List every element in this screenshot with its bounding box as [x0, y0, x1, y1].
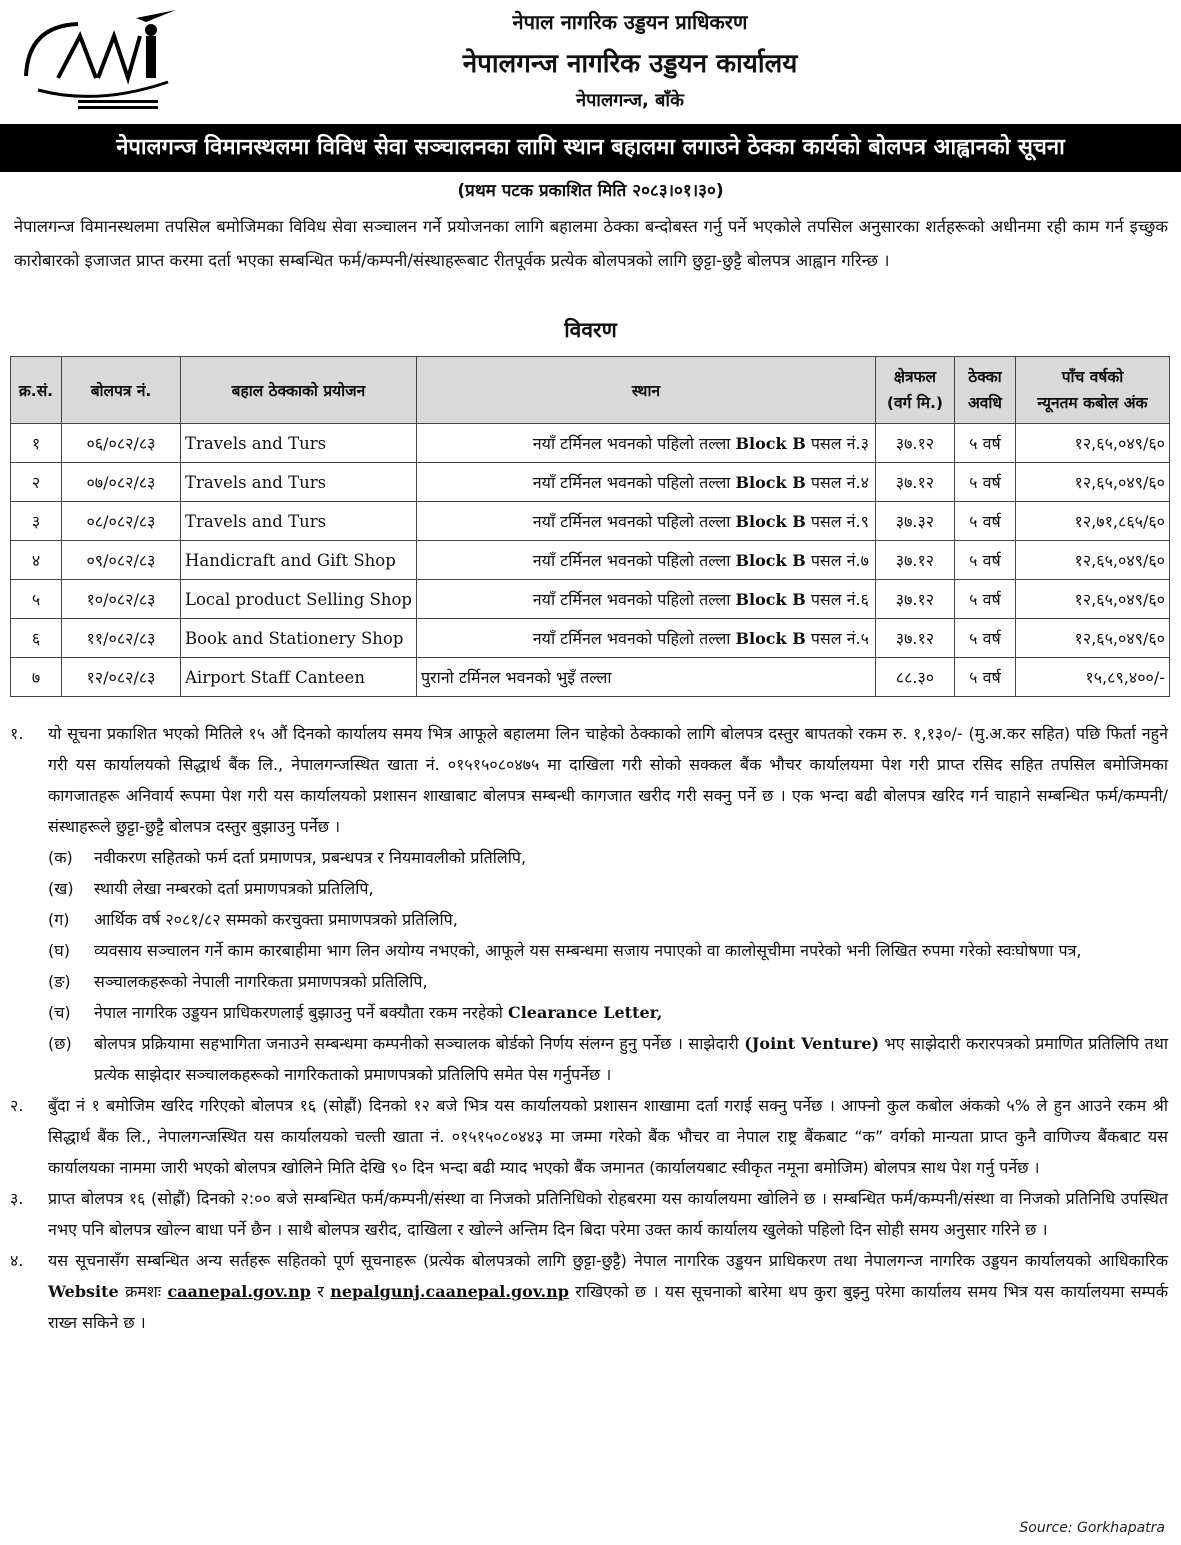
cell-purpose: Book and Stationery Shop — [181, 619, 417, 658]
cell-location: नयाँ टर्मिनल भवनको पहिलो तल्ला Block B पसल नं.७ — [416, 541, 875, 580]
cell-min-bid: १२,६५,०४९/६० — [1015, 541, 1169, 580]
cell-area: ३७.३२ — [875, 502, 954, 541]
cell-location: नयाँ टर्मिनल भवनको पहिलो तल्ला Block B पसल नं.९ — [416, 502, 875, 541]
cell-bid-no: ०७/०८२/८३ — [62, 463, 181, 502]
notice-header — [0, 0, 1181, 122]
cell-sn: ४ — [11, 541, 62, 580]
cell-min-bid: १२,६५,०४९/६० — [1015, 424, 1169, 463]
condition-1-sub-item: (ङ) सञ्चालकहरूको नेपाली नागरिकता प्रमाणपत्रको प्रतिलिपि, — [48, 972, 428, 991]
condition-1: १. यो सूचना प्रकाशित भएको मितिले १५ औं दिनको कार्यालय समय भित्र आफूले बहालमा लिन चाहेको ठेक्काको लागि बोलपत्र दस्तुर बापतको रकम रु. १,१३०/- (मु.अ.कर सहित) पछि फिर्ता नहुने गरी यस कार्यालयको सिद्धार्थ बैंक लि., नेपालगन्जस्थित खाता नं. ०१५१५०८०४७५ मा दाखिला गरी सोको सक्कल बैंक भौचर कार्यालयमा पेश गरी प्राप्त रसिद सहित तपसिल बमोजिमका कागजातहरू अनिवार्य रूपमा पेश गरी यस कार्यालयको प्रशासन शाखाबाट बोलपत्र सम्बन्धी कागजात खरीद गरी सक्नु पर्ने छ । एक भन्दा बढी बोलपत्र खरिद गर्न चाहाने सम्बन्धित फर्म/कम्पनी/संस्थाहरूले छुट्टा-छुट्टै बोलपत्र दस्तुर बुझाउनु पर्नेछ । — [10, 724, 1168, 836]
org-name-2: नेपालगन्ज नागरिक उड्डयन कार्यालय — [462, 49, 798, 79]
cell-purpose: Travels and Turs — [181, 424, 417, 463]
header-location: स्थान — [416, 357, 875, 424]
cell-min-bid: १२,६५,०४९/६० — [1015, 463, 1169, 502]
condition-1-sub-item: (ग) आर्थिक वर्ष २०८१/८२ सम्मको करचुक्ता प्रमाणपत्रको प्रतिलिपि, — [48, 910, 458, 929]
cell-purpose: Airport Staff Canteen — [181, 658, 417, 697]
cell-duration: ५ वर्ष — [954, 541, 1015, 580]
condition-3: ३. प्राप्त बोलपत्र १६ (सोह्रौं) दिनको २:०० बजे सम्बन्धित फर्म/कम्पनी/संस्था वा निजको प्रतिनिधिको रोहबरमा यस कार्यालयमा खोलिने छ । सम्बन्धित फर्म/कम्पनी/संस्था वा निजको प्रतिनिधि उपस्थित नभए पनि बोलपत्र खोल्न बाधा पर्ने छैन । साथै बोलपत्र खरीद, दाखिला र खोल्ने अन्तिम दिन बिदा परेमा उक्त कार्य कार्यालय खुलेको पहिलो दिन सोही समय अनुसार गरिने छ । — [10, 1189, 1168, 1239]
cell-sn: २ — [11, 463, 62, 502]
table-row — [11, 580, 1170, 619]
table-row — [11, 463, 1170, 502]
header-duration: ठेक्का अवधि — [954, 357, 1015, 424]
cell-duration: ५ वर्ष — [954, 502, 1015, 541]
cell-area: ८८.३० — [875, 658, 954, 697]
cell-min-bid: १२,६५,०४९/६० — [1015, 619, 1169, 658]
header-min-bid: पाँच वर्षको न्यूनतम कबोल अंक — [1015, 357, 1169, 424]
table-row — [11, 424, 1170, 463]
caan-logo-icon — [18, 6, 178, 116]
condition-2: २. बुँदा नं १ बमोजिम खरिद गरिएको बोलपत्र १६ (सोह्रौं) दिनको १२ बजे भित्र यस कार्यालयको प्रशासन शाखामा दर्ता गराई सक्नु पर्नेछ । आफ्नो कुल कबोल अंकको ५% ले हुन आउने रकम श्री सिद्धार्थ बैंक लि., नेपालगन्जस्थित यस कार्यालयको चल्ती खाता नं. ०१५१५०८०४४३ मा जम्मा गरेको बैंक भौचर वा नेपाल राष्ट्र बैंकबाट “क” वर्गको मान्यता प्राप्त कुनै वाणिज्य बैंकबाट यस कार्यालयका नाममा जारी भएको बोलपत्र खोलिने मिति देखि ९० दिन भन्दा बढी म्याद भएको बैंक जमानत (कार्यालयबाट स्वीकृत नमूना बमोजिम) बोलपत्र साथ पेश गर्नु पर्नेछ । — [10, 1096, 1168, 1177]
cell-bid-no: ०८/०८२/८३ — [62, 502, 181, 541]
source-credit: Source: Gorkhapatra — [1019, 1520, 1165, 1536]
table-header-row — [11, 357, 1170, 424]
condition-1-sub-cha: (च) नेपाल नागरिक उड्डयन प्राधिकरणलाई बुझाउनु पर्ने बक्यौता रकम नरहेको Clearance Letter, — [48, 1003, 663, 1022]
org-address: नेपालगन्ज, बाँके — [576, 90, 684, 111]
cell-duration: ५ वर्ष — [954, 424, 1015, 463]
cell-duration: ५ वर्ष — [954, 658, 1015, 697]
conditions-list — [10, 718, 1168, 1338]
cell-sn: ६ — [11, 619, 62, 658]
cell-purpose: Local product Selling Shop — [181, 580, 417, 619]
cell-bid-no: ०९/०८२/८३ — [62, 541, 181, 580]
cell-sn: ७ — [11, 658, 62, 697]
table-row — [11, 658, 1170, 697]
cell-sn: ३ — [11, 502, 62, 541]
cell-location: नयाँ टर्मिनल भवनको पहिलो तल्ला Block B पसल नं.५ — [416, 619, 875, 658]
section-heading: विवरण — [564, 318, 617, 342]
table-row — [11, 502, 1170, 541]
website-link-nepalgunj[interactable]: nepalgunj.caanepal.gov.np — [330, 1282, 569, 1301]
cell-min-bid: १५,८९,४००/- — [1015, 658, 1169, 697]
notice-title-banner: नेपालगन्ज विमानस्थलमा विविध सेवा सञ्चालनका लागि स्थान बहालमा लगाउने ठेक्का कार्यको बोलपत्र आह्वानको सूचना — [0, 124, 1181, 172]
cell-duration: ५ वर्ष — [954, 463, 1015, 502]
table-row — [11, 619, 1170, 658]
condition-1-sub-item: (घ) व्यवसाय सञ्चालन गर्ने काम कारबाहीमा भाग लिन अयोग्य नभएको, आफूले यस सम्बन्धमा सजाय नपाएको वा कालोसूचीमा नपरेको भनी लिखित रुपमा गरेको स्वःघोषणा पत्र, — [48, 941, 1082, 960]
publication-date: (प्रथम पटक प्रकाशित मिति २०८३।०१।३०) — [457, 181, 724, 201]
cell-location: नयाँ टर्मिनल भवनको पहिलो तल्ला Block B पसल नं.४ — [416, 463, 875, 502]
condition-4: ४. यस सूचनासँग सम्बन्धित अन्य सर्तहरू सहितको पूर्ण सूचनाहरू (प्रत्येक बोलपत्रको लागि छुट्टा-छुट्टै) नेपाल नागरिक उड्डयन प्राधिकरण तथा नेपालगन्ज नागरिक उड्डयन कार्यालयको आधिकारिक Website क्रमशः caanepal.gov.np र nepalgunj.caanepal.gov.np राखिएको छ । यस सूचनाको बारेमा थप कुरा बुझ्नु परेमा कार्यालय समय भित्र यस कार्यालयमा सम्पर्क राख्न सकिने छ । — [10, 1251, 1169, 1332]
cell-bid-no: ०६/०८२/८३ — [62, 424, 181, 463]
cell-duration: ५ वर्ष — [954, 619, 1015, 658]
cell-area: ३७.१२ — [875, 580, 954, 619]
org-name-1: नेपाल नागरिक उड्डयन प्राधिकरण — [512, 10, 748, 34]
cell-area: ३७.१२ — [875, 463, 954, 502]
cell-min-bid: १२,६५,०४९/६० — [1015, 580, 1169, 619]
cell-duration: ५ वर्ष — [954, 580, 1015, 619]
condition-1-sub-item: (ख) स्थायी लेखा नम्बरको दर्ता प्रमाणपत्रको प्रतिलिपि, — [48, 879, 374, 898]
header-purpose: बहाल ठेक्काको प्रयोजन — [181, 357, 417, 424]
cell-min-bid: १२,७१,८६५/६० — [1015, 502, 1169, 541]
cell-location: नयाँ टर्मिनल भवनको पहिलो तल्ला Block B पसल नं.६ — [416, 580, 875, 619]
header-area: क्षेत्रफल (वर्ग मि.) — [875, 357, 954, 424]
cell-bid-no: ११/०८२/८३ — [62, 619, 181, 658]
cell-location: पुरानो टर्मिनल भवनको भुइँ तल्ला — [416, 658, 875, 697]
table-row — [11, 541, 1170, 580]
cell-area: ३७.१२ — [875, 541, 954, 580]
cell-purpose: Handicraft and Gift Shop — [181, 541, 417, 580]
header-sn: क्र.सं. — [11, 357, 62, 424]
intro-paragraph: नेपालगन्ज विमानस्थलमा तपसिल बमोजिमका विविध सेवा सञ्चालन गर्ने प्रयोजनका लागि बहालमा ठेक्का बन्दोबस्त गर्नु पर्ने भएकोले तपसिल अनुसारका शर्तहरूको अधीनमा रही काम गर्न इच्छुक कारोबारको इजाजत प्राप्त करमा दर्ता भएका सम्बन्धित फर्म/कम्पनी/संस्थाहरूबाट रीतपूर्वक प्रत्येक बोलपत्रको लागि छुट्टा-छुट्टै बोलपत्र आह्वान गरिन्छ । — [14, 217, 1168, 270]
cell-sn: ५ — [11, 580, 62, 619]
website-link-caanepal[interactable]: caanepal.gov.np — [167, 1282, 311, 1301]
tender-table — [10, 356, 1170, 697]
cell-purpose: Travels and Turs — [181, 502, 417, 541]
cell-sn: १ — [11, 424, 62, 463]
condition-1-sub-item: (क) नवीकरण सहितको फर्म दर्ता प्रमाणपत्र, प्रबन्धपत्र र नियमावलीको प्रतिलिपि, — [48, 848, 527, 867]
cell-area: ३७.१२ — [875, 619, 954, 658]
cell-area: ३७.१२ — [875, 424, 954, 463]
cell-bid-no: १०/०८२/८३ — [62, 580, 181, 619]
cell-purpose: Travels and Turs — [181, 463, 417, 502]
cell-bid-no: १२/०८२/८३ — [62, 658, 181, 697]
header-bid-no: बोलपत्र नं. — [62, 357, 181, 424]
cell-location: नयाँ टर्मिनल भवनको पहिलो तल्ला Block B पसल नं.३ — [416, 424, 875, 463]
condition-1-sub-chha: (छ) बोलपत्र प्रक्रियामा सहभागिता जनाउने सम्बन्धमा कम्पनीको सञ्चालक बोर्डको निर्णय संलग्न हुनु पर्नेछ । साझेदारी (Joint Venture) भए साझेदारी करारपत्रको प्रमाणित प्रतिलिपि तथा प्रत्येक साझेदार सञ्चालकहरूको नागरिकताको प्रमाणपत्रको प्रतिलिपि समेत पेस गर्नुपर्नेछ । — [48, 1034, 1168, 1084]
